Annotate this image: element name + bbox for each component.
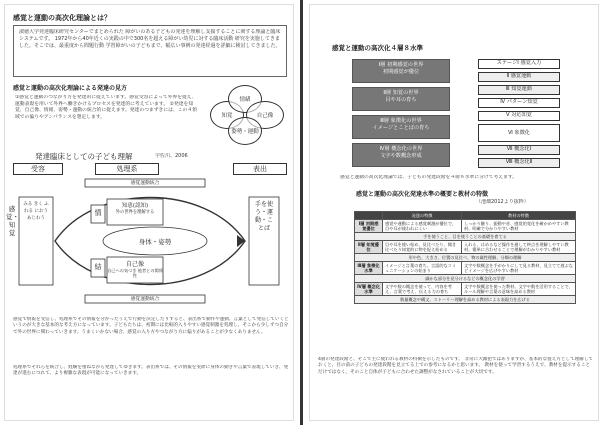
section-heading: 感覚と運動の高次化理論による発達の見方 (13, 85, 128, 92)
fig-knowledge-sub: 外の世界を理解する (115, 210, 155, 215)
table-cell-level: Ⅰ層 初期感覚優位 (355, 220, 383, 233)
table-cell-dev: イメージと言葉の育ち。言語的なコミュニケーションの始まり (383, 262, 462, 275)
fig-self-sub: 自己への気づき 他者との関係性 (107, 268, 163, 279)
left-page (4, 4, 294, 421)
level-2 (352, 87, 450, 111)
fig-knowledge: 知恵(認知) (121, 203, 149, 209)
table-cell-mat: 文字や数概念を使った教材。文字や数を活用することで、ルール理解や言葉の意味を高める教材 (462, 283, 576, 296)
body-text-2: 処理系でそれらを統合し、経験を重ねながら発達してゆきます。表出系では、その情報を実際に身体の動きや言葉で表現していき、発達が進むにつれて、より複雑な表現が可能になっていきます。 (13, 365, 289, 377)
fig-bottom-bar: 感覚運動統合 (130, 297, 160, 302)
table-row (355, 296, 576, 304)
table-cell-mat: 文字や数概念を手がかりにして見る教材、見立てて遊ぶなどイメージを広げやすい教材 (462, 262, 576, 275)
fig-top-bar: 感覚運動統合 (130, 181, 160, 186)
fig-bond: 結 (94, 263, 102, 271)
table-span-cell: 細かな部分を見分けるなどの概念化の学習 (355, 275, 576, 283)
level-1-name: Ⅰ層 初期感覚の世界 (378, 62, 424, 68)
table-cell-dev: 文字や数の概念を使って、内容を考え、言葉で考え、伝える力の育ち (383, 283, 462, 296)
stage-1: ステージⅠ 感覚入力 (478, 59, 560, 69)
table-cell-dev: 目や耳を使い始め、見比べたり、聞き比べたり知覚的に物を捉え始める (383, 241, 462, 254)
table-header-cell: 教材の特徴 (462, 212, 576, 220)
table-cell-mat: 入れる、はめるなど操作を通して終点を理解しやすい教材。簡単に合わせることで理解がわかりやすい教材 (462, 241, 576, 254)
level-1 (352, 59, 450, 83)
venn-self-image: 自己像 (246, 101, 284, 129)
table-row (355, 220, 576, 233)
fig-left-sub: みる きく ふれる におう あじわう (23, 202, 49, 221)
table-row (355, 275, 576, 283)
table-cell-mat: しっかり触り、振動や音、感覚的変化を確かめやすい教材。明確で分かりやすい教材 (462, 220, 576, 233)
level-3-sub: イメージとことばの育ち (372, 125, 430, 131)
fig-self: 自己像 (125, 261, 144, 268)
table-cell-level: Ⅲ層 象徴化水準 (355, 262, 383, 275)
stage-2: Ⅱ 感覚運動 (478, 72, 560, 82)
table-cell-level: Ⅱ層 知覚優位 (355, 241, 383, 254)
stage-3: Ⅲ 知覚運動 (478, 85, 560, 95)
table-source: （池畑2012より抜粋） (476, 199, 529, 205)
table-row (355, 254, 576, 262)
table-row (355, 262, 576, 275)
level-4-sub: 文字や数概念形成 (380, 153, 422, 159)
venn-perception: 知覚 (210, 101, 244, 129)
level-2-sub: 目や耳の育ち (385, 97, 417, 103)
table-title: 感覚と運動の高次化発達水準の概要と教材の特徴 (356, 191, 489, 198)
stage-5: Ⅴ 対応知覚 (478, 111, 560, 121)
level-4 (352, 143, 450, 167)
body-text: 感覚で情報を受信し、処理系でその情報を分かったうえで行動を決定したりすると、表出系で動作や運動、言葉として発信していくというのが大きな基本的な考え方になっています。子どもたちは、初期には比較的入りやすい感覚刺激を処理し、そこから少しずつ自分で外の世界に関わっていきます。うまくいかない場合、感覚の入り方やつながり方に偏りがあることが少なくありません。 (13, 317, 289, 335)
level-1-sub: 初期感覚が優位 (382, 69, 420, 75)
left-page-title: 感覚と運動の高次化理論とは？ (13, 14, 111, 22)
table-cell-dev: 感覚や運動による感覚刺激が優位で、目や耳が使われにくい (383, 220, 462, 233)
fig-head-process-label: 処理系 (116, 165, 138, 173)
level-3-name: Ⅲ層 象徴化の世界 (380, 118, 422, 124)
table-header-cell (355, 212, 383, 220)
levels-caption: 感覚と運動の高次化理論では、子どもの発達段階を４層８水準に分けて考えます。 (340, 175, 518, 180)
fig-left-main: 感覚・知覚 (6, 205, 19, 237)
table-span-cell: 数量概念や構文、ストーリー理解を高める教材による表現力を広げる (355, 296, 576, 304)
level-3 (352, 115, 450, 139)
page-gutter (300, 0, 303, 425)
right-page (309, 4, 599, 421)
right-page-title: 感覚と運動の高次化４層８水準 (332, 44, 423, 52)
figure-credit: 宇佐川、2006 (155, 153, 188, 159)
table-header-row (355, 212, 576, 220)
venn-emotion: 情緒 (228, 85, 262, 113)
table-row (355, 233, 576, 241)
table-header-cell: 発達の特徴 (383, 212, 462, 220)
table-span-cell: 手を使うこと、目を使うことの基礎を育てる (355, 233, 576, 241)
stage-6: Ⅵ 象徴化 (478, 124, 560, 142)
level-4-name: Ⅳ層 概念化の世界 (379, 146, 423, 152)
footer-text: 4層の発達段階と、そこで主に使われる教材の特徴を示したものです。 非常に大雑把ではありますが、基本的な捉え方として理解しておくと、目の前の子どもの発達段階を見立てる上での参考になるかと思います。 教材を使って学習するうえで、教材を提示することだけではなく、そのこと自体が子どもに合わせた調整がなされていることが大切です。 (318, 357, 594, 375)
fig-body: 身体・姿勢 (138, 238, 172, 246)
fig-right-main: 手を使う・運動・ことば (254, 201, 273, 232)
table-span-cell: 形や色、大きさ、位置の見比べ、物の属性理解、分類の理解 (355, 254, 576, 262)
stage-8: Ⅷ 概念化Ⅱ (478, 158, 560, 168)
figure-title: 発達臨床としての子ども理解 (35, 152, 133, 161)
fig-head-express-label: 表出 (253, 165, 267, 173)
fig-emotion: 情 (94, 209, 102, 217)
table-row (355, 283, 576, 296)
fig-head-receive-label: 受容 (31, 165, 45, 173)
stage-4: Ⅳ パターン知覚 (478, 98, 560, 108)
stage-7: Ⅶ 概念化Ⅰ (478, 145, 560, 155)
levels-table (354, 211, 576, 304)
table-row (355, 241, 576, 254)
points-text: ①感覚と運動のつながり方を発達的に捉えています。感覚受容によって外界を捉え、運動表現を用いて外界へ働きかけるプロセスを発達的に考えています。 ②発達を知覚、自己像、情緒、姿勢・運動の統合的に捉えます。発達のつまずきには、この４領域での偏りやアンバランスを想定します。 (15, 95, 197, 120)
intro-text: 淑徳大学発達臨床研究センターでまとめられた 障がいのある子どもの発達を理解し支援することに関する理論と臨床システムです。 1972年から40年近くの実践の中で300名を超える障がい幼児に対する臨床活動 研究を実施してきました。そこでは、最重度から問題行動 学習障がいの子どもまで、幅広い事例の発達経過を詳細に検討してきました。 (19, 29, 281, 49)
venn-posture: 姿勢・運動 (228, 117, 262, 145)
table-cell-level: Ⅳ層 概念化水準 (355, 283, 383, 296)
level-2-name: Ⅱ層 知覚の世界 (383, 90, 419, 96)
